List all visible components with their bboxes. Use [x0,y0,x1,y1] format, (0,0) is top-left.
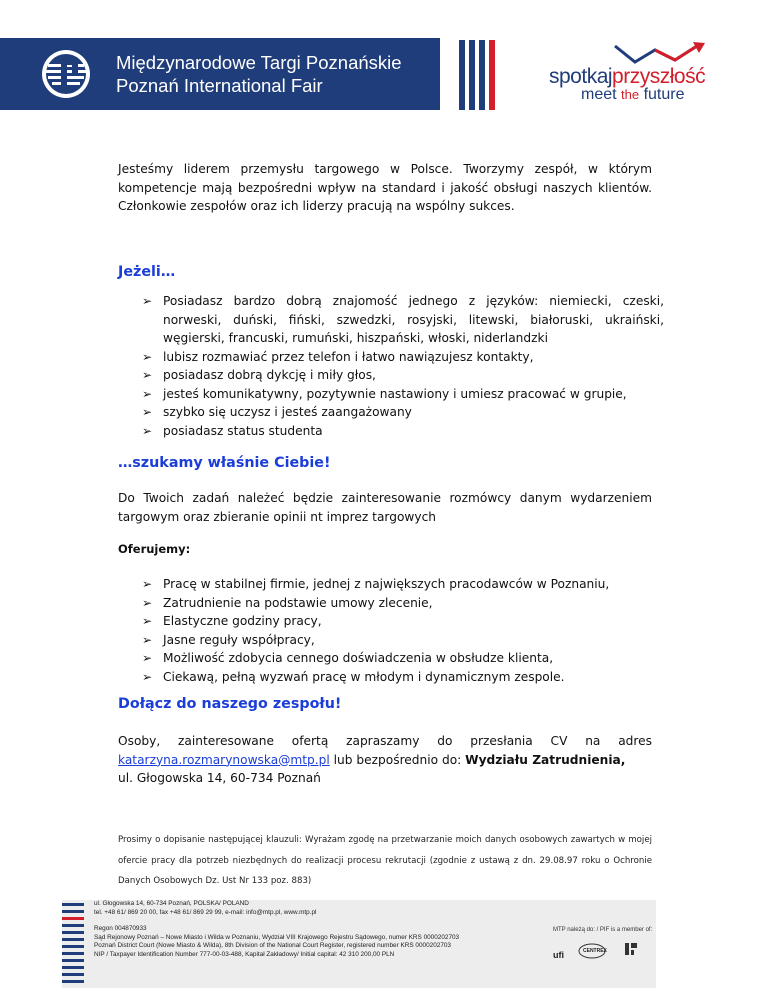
if-heading: Jeżeli… [118,264,176,280]
footer-registration [94,925,554,959]
list-item: ➢ posiadasz status studenta [142,422,664,441]
offer-list [142,575,664,686]
offer-heading: Oferujemy: [118,542,191,556]
list-item: ➢ Możliwość zdobycia cennego doświadczenia w obsłudze klienta, [142,649,664,668]
list-item: ➢ Elastyczne godziny pracy, [142,612,664,631]
join-text-before: Osoby, zainteresowane ofertą zapraszamy do przesłania CV na adres [118,734,652,748]
ufi-logo: ufi [553,950,564,960]
looking-heading: …szukamy właśnie Ciebie! [118,455,331,471]
footer-line: Sąd Rejonowy Poznań – Nowe Miasto i Wilda w Poznaniu, Wydział VIII Krajowego Rejestru Sądowego, numer KRS 0000202703 [94,933,460,941]
brand-sub [581,86,684,104]
join-department: Wydziału Zatrudnienia, [465,752,626,767]
list-item: ➢ Jasne reguły współpracy, [142,631,664,650]
list-item: ➢ posiadasz dobrą dykcję i miły głos, [142,366,664,385]
brand-logo [545,40,720,110]
list-item: ➢ Ciekawą, pełną wyzwań pracę w młodym i dynamicznym zespole. [142,668,664,687]
join-paragraph [118,732,652,788]
footer-line: NIP / Taxpayer Identification Number 777-00-03-488, Kapitał Zakładowy/ Initial capital: 42 310 200,00 PLN [94,950,395,958]
list-item: ➢ Posiadasz bardzo dobrą znajomość jednego z języków: niemiecki, czeski, norweski, duński, fiński, szwedzki, rosyjski, litewski, białoruski, ukraiński, węgierski, francuski, rumuński, hiszpański, włoski, niderlandzki [142,292,664,348]
header-title [116,51,402,97]
list-item: ➢ Zatrudnienie na podstawie umowy zlecenie, [142,594,664,613]
centrex-logo: CENTREX [583,948,607,954]
brand-main-a: spotkaj [549,65,613,88]
header-stripes [459,40,495,110]
footer-line: tel. +48 61/ 869 20 00, fax +48 61/ 869 29 99, e-mail: info@mtp.pl, www.mtp.pl [94,908,317,916]
footer-line: Poznań District Court (Nowe Miasto & Wilda), 8th Division of the National Court Register, registered number KRS 0000202703 [94,942,451,950]
join-heading: Dołącz do naszego zespołu! [118,696,342,712]
list-item: ➢ jesteś komunikatywny, pozytywnie nastawiony i umiesz pracować w grupie, [142,385,664,404]
brand-sub-c: future [643,86,685,103]
join-text-middle: lub bezpośrednio do: [333,752,462,767]
footer-line: ul. Głogowska 14, 60-734 Poznań, POLSKA/ POLAND [94,900,249,907]
email-link[interactable]: katarzyna.rozmarynowska@mtp.pl [118,752,330,767]
header-title-en: Poznań International Fair [116,75,323,96]
list-item: ➢ Pracę w stabilnej firmie, jednej z największych pracodawców w Poznaniu, [142,575,664,594]
if-list [142,292,664,440]
consent-clause: Prosimy o dopisanie następującej klauzuli: Wyrażam zgodę na przetwarzanie moich danych osobowych zawartych w mojej ofercie pracy dla potrzeb niezbędnych do realizacji procesu rekrutacji (zgodnie z ustawą z dn. 29.08.97 roku o Ochronie Danych Osobowych Dz. Ust Nr 133 poz. 883) [118,835,652,886]
brand-sub-a: meet [581,86,617,103]
member-label: MTP należą do: / PIF is a member of: [553,927,653,933]
list-item: ➢ lubisz rozmawiać przez telefon i łatwo nawiązujesz kontakty, [142,348,664,367]
pif-logo-icon [624,942,638,956]
footer-address [94,900,554,917]
brand-main-b: przyszłość [612,65,706,88]
intro-paragraph: Jesteśmy liderem przemysłu targowego w Polsce. Tworzymy zespół, w którym kompetencje mają bezpośredni wpływ na standard i jakość obsługi naszych klientów. Członkowie zespołów oraz ich liderzy pracują na wspólny sukces. [118,162,652,213]
list-item: ➢ szybko się uczysz i jesteś zaangażowany [142,403,664,422]
footer-line: Regon 004870933 [94,925,147,932]
join-address: ul. Głogowska 14, 60-734 Poznań [118,771,321,785]
mtp-logo-icon [40,48,92,100]
looking-paragraph: Do Twoich zadań należeć będzie zainteresowanie rozmówcy danym wydarzeniem targowym oraz zbieranie opinii nt imprez targowych [118,491,652,524]
header-title-pl: Międzynarodowe Targi Poznańskie [116,52,402,73]
footer-stripes [62,903,84,983]
brand-sub-b: the [621,87,640,102]
